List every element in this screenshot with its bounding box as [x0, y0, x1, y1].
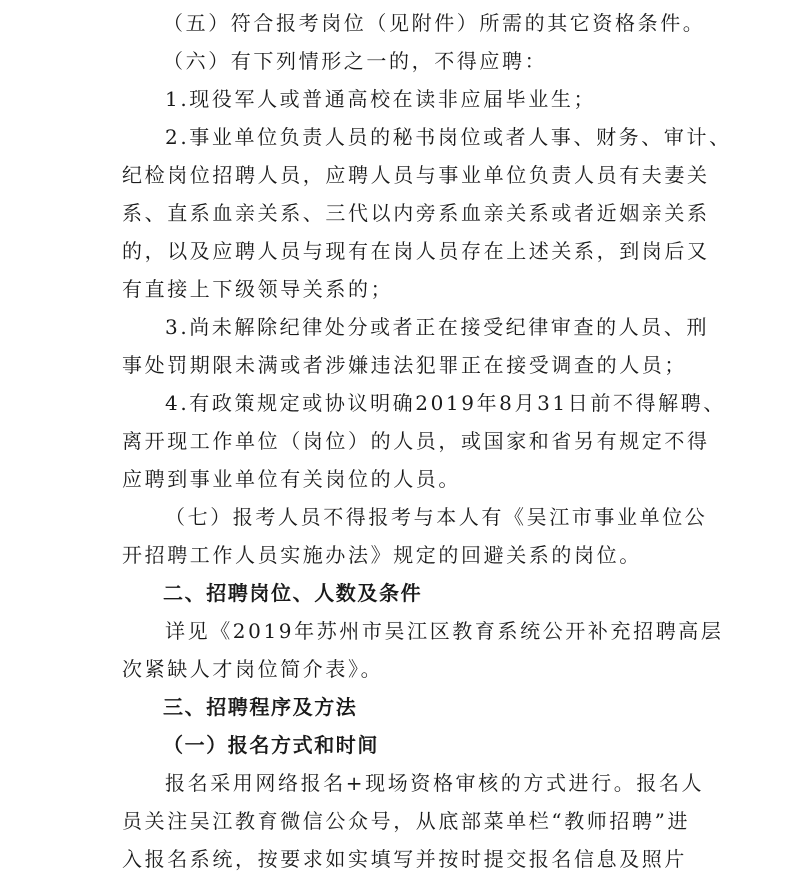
paragraph-line-registration-cont: 入报名系统，按要求如实填写并按时提交报名信息及照片	[122, 847, 687, 871]
list-item-exclusion-2-cont: 的，以及应聘人员与现有在岗人员存在上述关系，到岗后又	[122, 239, 710, 263]
list-item-exclusion-3-cont: 事处罚期限未满或者涉嫌违法犯罪正在接受调查的人员；	[122, 353, 687, 377]
section-heading-procedure: 三、招聘程序及方法	[163, 695, 358, 719]
list-item-exclusion-2-cont: 系、直系血亲关系、三代以内旁系血亲关系或者近姻亲关系	[122, 201, 710, 225]
paragraph-line-qualification-7: （七）报考人员不得报考与本人有《吴江市事业单位公	[165, 505, 708, 529]
paragraph-line-qualification-7-cont: 开招聘工作人员实施办法》规定的回避关系的岗位。	[122, 543, 642, 567]
list-item-exclusion-2: 2.事业单位负责人员的秘书岗位或者人事、财务、审计、	[165, 125, 732, 149]
paragraph-line-positions-detail: 详见《2019年苏州市吴江区教育系统公开补充招聘高层	[165, 619, 724, 643]
list-item-exclusion-3: 3.尚未解除纪律处分或者正在接受纪律审查的人员、刑	[165, 315, 710, 339]
list-item-exclusion-4-cont: 离开现工作单位（岗位）的人员，或国家和省另有规定不得	[122, 429, 710, 453]
paragraph-line-registration-cont: 员关注吴江教育微信公众号，从底部菜单栏“教师招聘”进	[122, 809, 691, 833]
paragraph-line-positions-detail-cont: 次紧缺人才岗位简介表》。	[122, 657, 384, 681]
list-item-exclusion-2-cont: 纪检岗位招聘人员，应聘人员与事业单位负责人员有夫妻关	[122, 163, 710, 187]
section-heading-positions: 二、招聘岗位、人数及条件	[163, 581, 423, 605]
list-item-exclusion-4: 4.有政策规定或协议明确2019年8月31日前不得解聘、	[165, 391, 726, 415]
list-item-exclusion-2-cont: 有直接上下级领导关系的；	[122, 277, 394, 301]
paragraph-line-qualification-5: （五）符合报考岗位（见附件）所需的其它资格条件。	[163, 11, 706, 35]
list-item-exclusion-4-cont: 应聘到事业单位有关岗位的人员。	[122, 467, 461, 491]
subsection-heading-registration: （一）报名方式和时间	[163, 733, 379, 757]
paragraph-line-exclusions-heading: （六）有下列情形之一的，不得应聘：	[163, 49, 548, 73]
list-item-exclusion-1: 1.现役军人或普通高校在读非应届毕业生；	[165, 87, 597, 111]
paragraph-line-registration: 报名采用网络报名+现场资格审核的方式进行。报名人	[165, 771, 705, 795]
